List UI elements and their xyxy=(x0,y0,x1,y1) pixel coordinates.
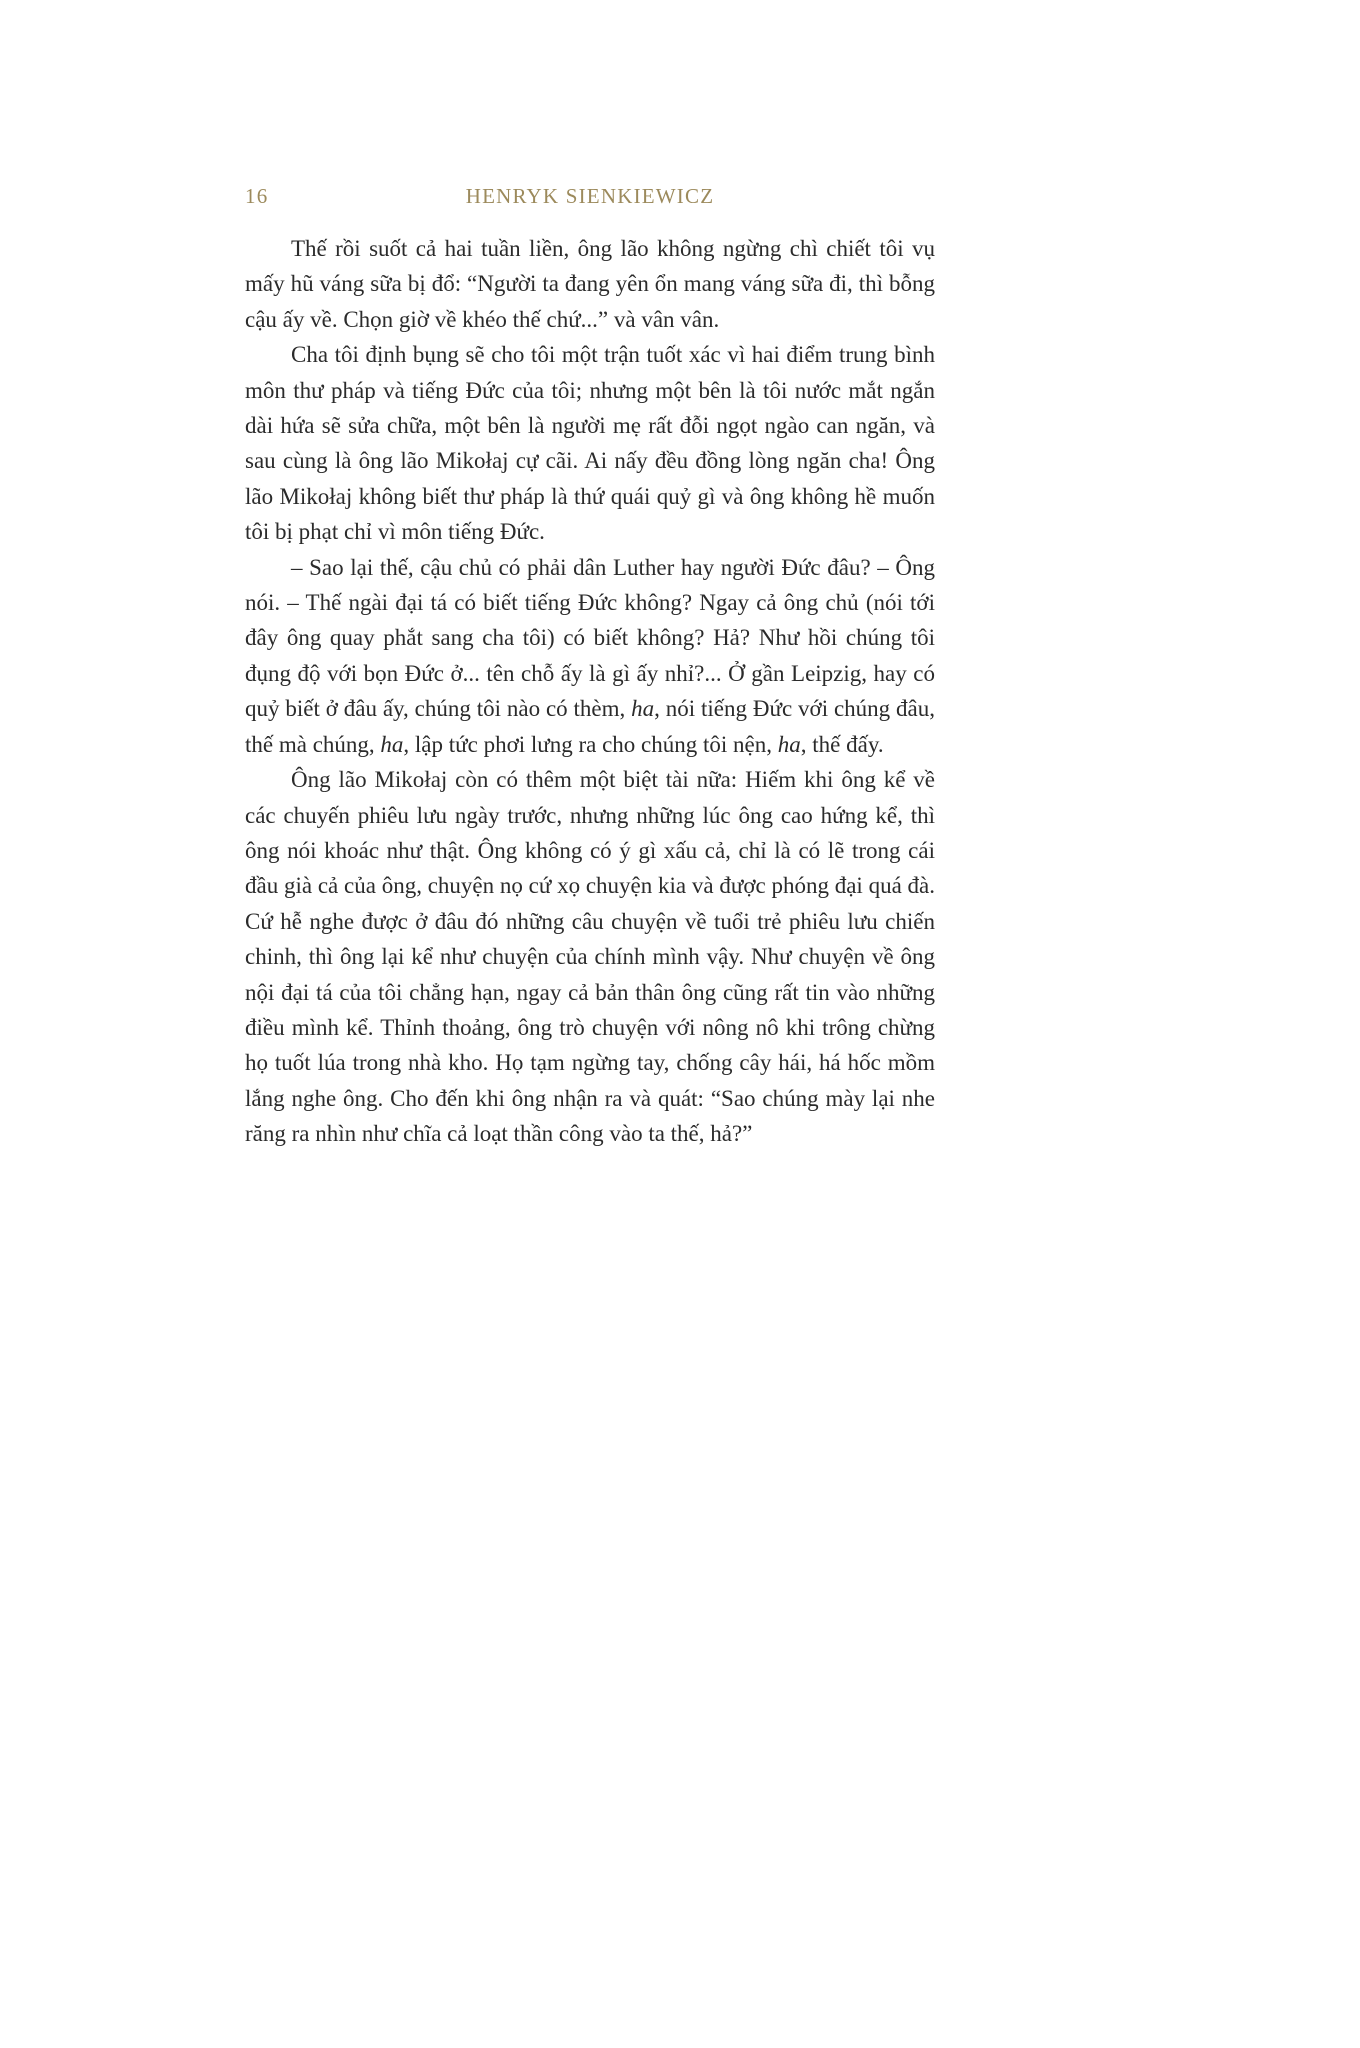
paragraph-segment: Thế rồi suốt cả hai tuần liền, ông lão không ngừng chì chiết tôi vụ mấy hũ váng sữa bị đổ: “Người ta đang yên ổn mang váng sữa đi, thì bỗng cậu ấy về. Chọn giờ về khéo thế chứ...” và vân vân. xyxy=(245,236,935,332)
paragraph-segment-italic: ha xyxy=(380,731,404,757)
paragraph-segment: , lập tức phơi lưng ra cho chúng tôi nện, xyxy=(403,731,778,757)
page-body xyxy=(245,231,935,1152)
paragraph xyxy=(245,231,935,337)
page-number: 16 xyxy=(245,184,269,208)
paragraph-segment-italic: ha xyxy=(631,696,655,722)
paragraph-segment: , thế đấy. xyxy=(800,731,884,757)
paragraph-segment: Cha tôi định bụng sẽ cho tôi một trận tuốt xác vì hai điểm trung bình môn thư pháp và tiếng Đức của tôi; nhưng một bên là tôi nước mắt ngắn dài hứa sẽ sửa chữa, một bên là người mẹ rất đỗi ngọt ngào can ngăn, và sau cùng là ông lão Mikołaj cự cãi. Ai nấy đều đồng lòng ngăn cha! Ông lão Mikołaj không biết thư pháp là thứ quái quỷ gì và ông không hề muốn tôi bị phạt chỉ vì môn tiếng Đức. xyxy=(245,342,935,545)
paragraph xyxy=(245,762,935,1151)
paragraph-segment: , nói tiếng Đức với chúng đâu, thế mà chúng, xyxy=(245,696,935,757)
paragraph-segment: – Sao lại thế, cậu chủ có phải dân Luther hay người Đức đâu? – Ông nói. – Thế ngài đại tá có biết tiếng Đức không? Ngay cả ông chủ (nói tới đây ông quay phắt sang cha tôi) có biết không? Hả? Như hồi chúng tôi đụng độ với bọn Đức ở... tên chỗ ấy là gì ấy nhỉ?... Ở gần Leipzig, hay có quỷ biết ở đâu ấy, chúng tôi nào có thèm, xyxy=(245,554,935,722)
running-title: HENRYK SIENKIEWICZ xyxy=(465,184,715,208)
page-header xyxy=(245,184,935,214)
paragraph xyxy=(245,550,935,762)
paragraph xyxy=(245,337,935,549)
paragraph-segment: Ông lão Mikołaj còn có thêm một biệt tài nữa: Hiếm khi ông kể về các chuyến phiêu lưu ngày trước, nhưng những lúc ông cao hứng kể, thì ông nói khoác như thật. Ông không có ý gì xấu cả, chỉ là có lẽ trong cái đầu già cả của ông, chuyện nọ cứ xọ chuyện kia và được phóng đại quá đà. Cứ hễ nghe được ở đâu đó những câu chuyện về tuổi trẻ phiêu lưu chiến chinh, thì ông lại kể như chuyện của chính mình vậy. Như chuyện về ông nội đại tá của tôi chẳng hạn, ngay cả bản thân ông cũng rất tin vào những điều mình kể. Thỉnh thoảng, ông trò chuyện với nông nô khi trông chừng họ tuốt lúa trong nhà kho. Họ tạm ngừng tay, chống cây hái, há hốc mồm lắng nghe ông. Cho đến khi ông nhận ra và quát: “Sao chúng mày lại nhe răng ra nhìn như chĩa cả loạt thần công vào ta thế, hả?” xyxy=(245,767,935,1147)
paragraph-segment-italic: ha xyxy=(777,731,801,757)
